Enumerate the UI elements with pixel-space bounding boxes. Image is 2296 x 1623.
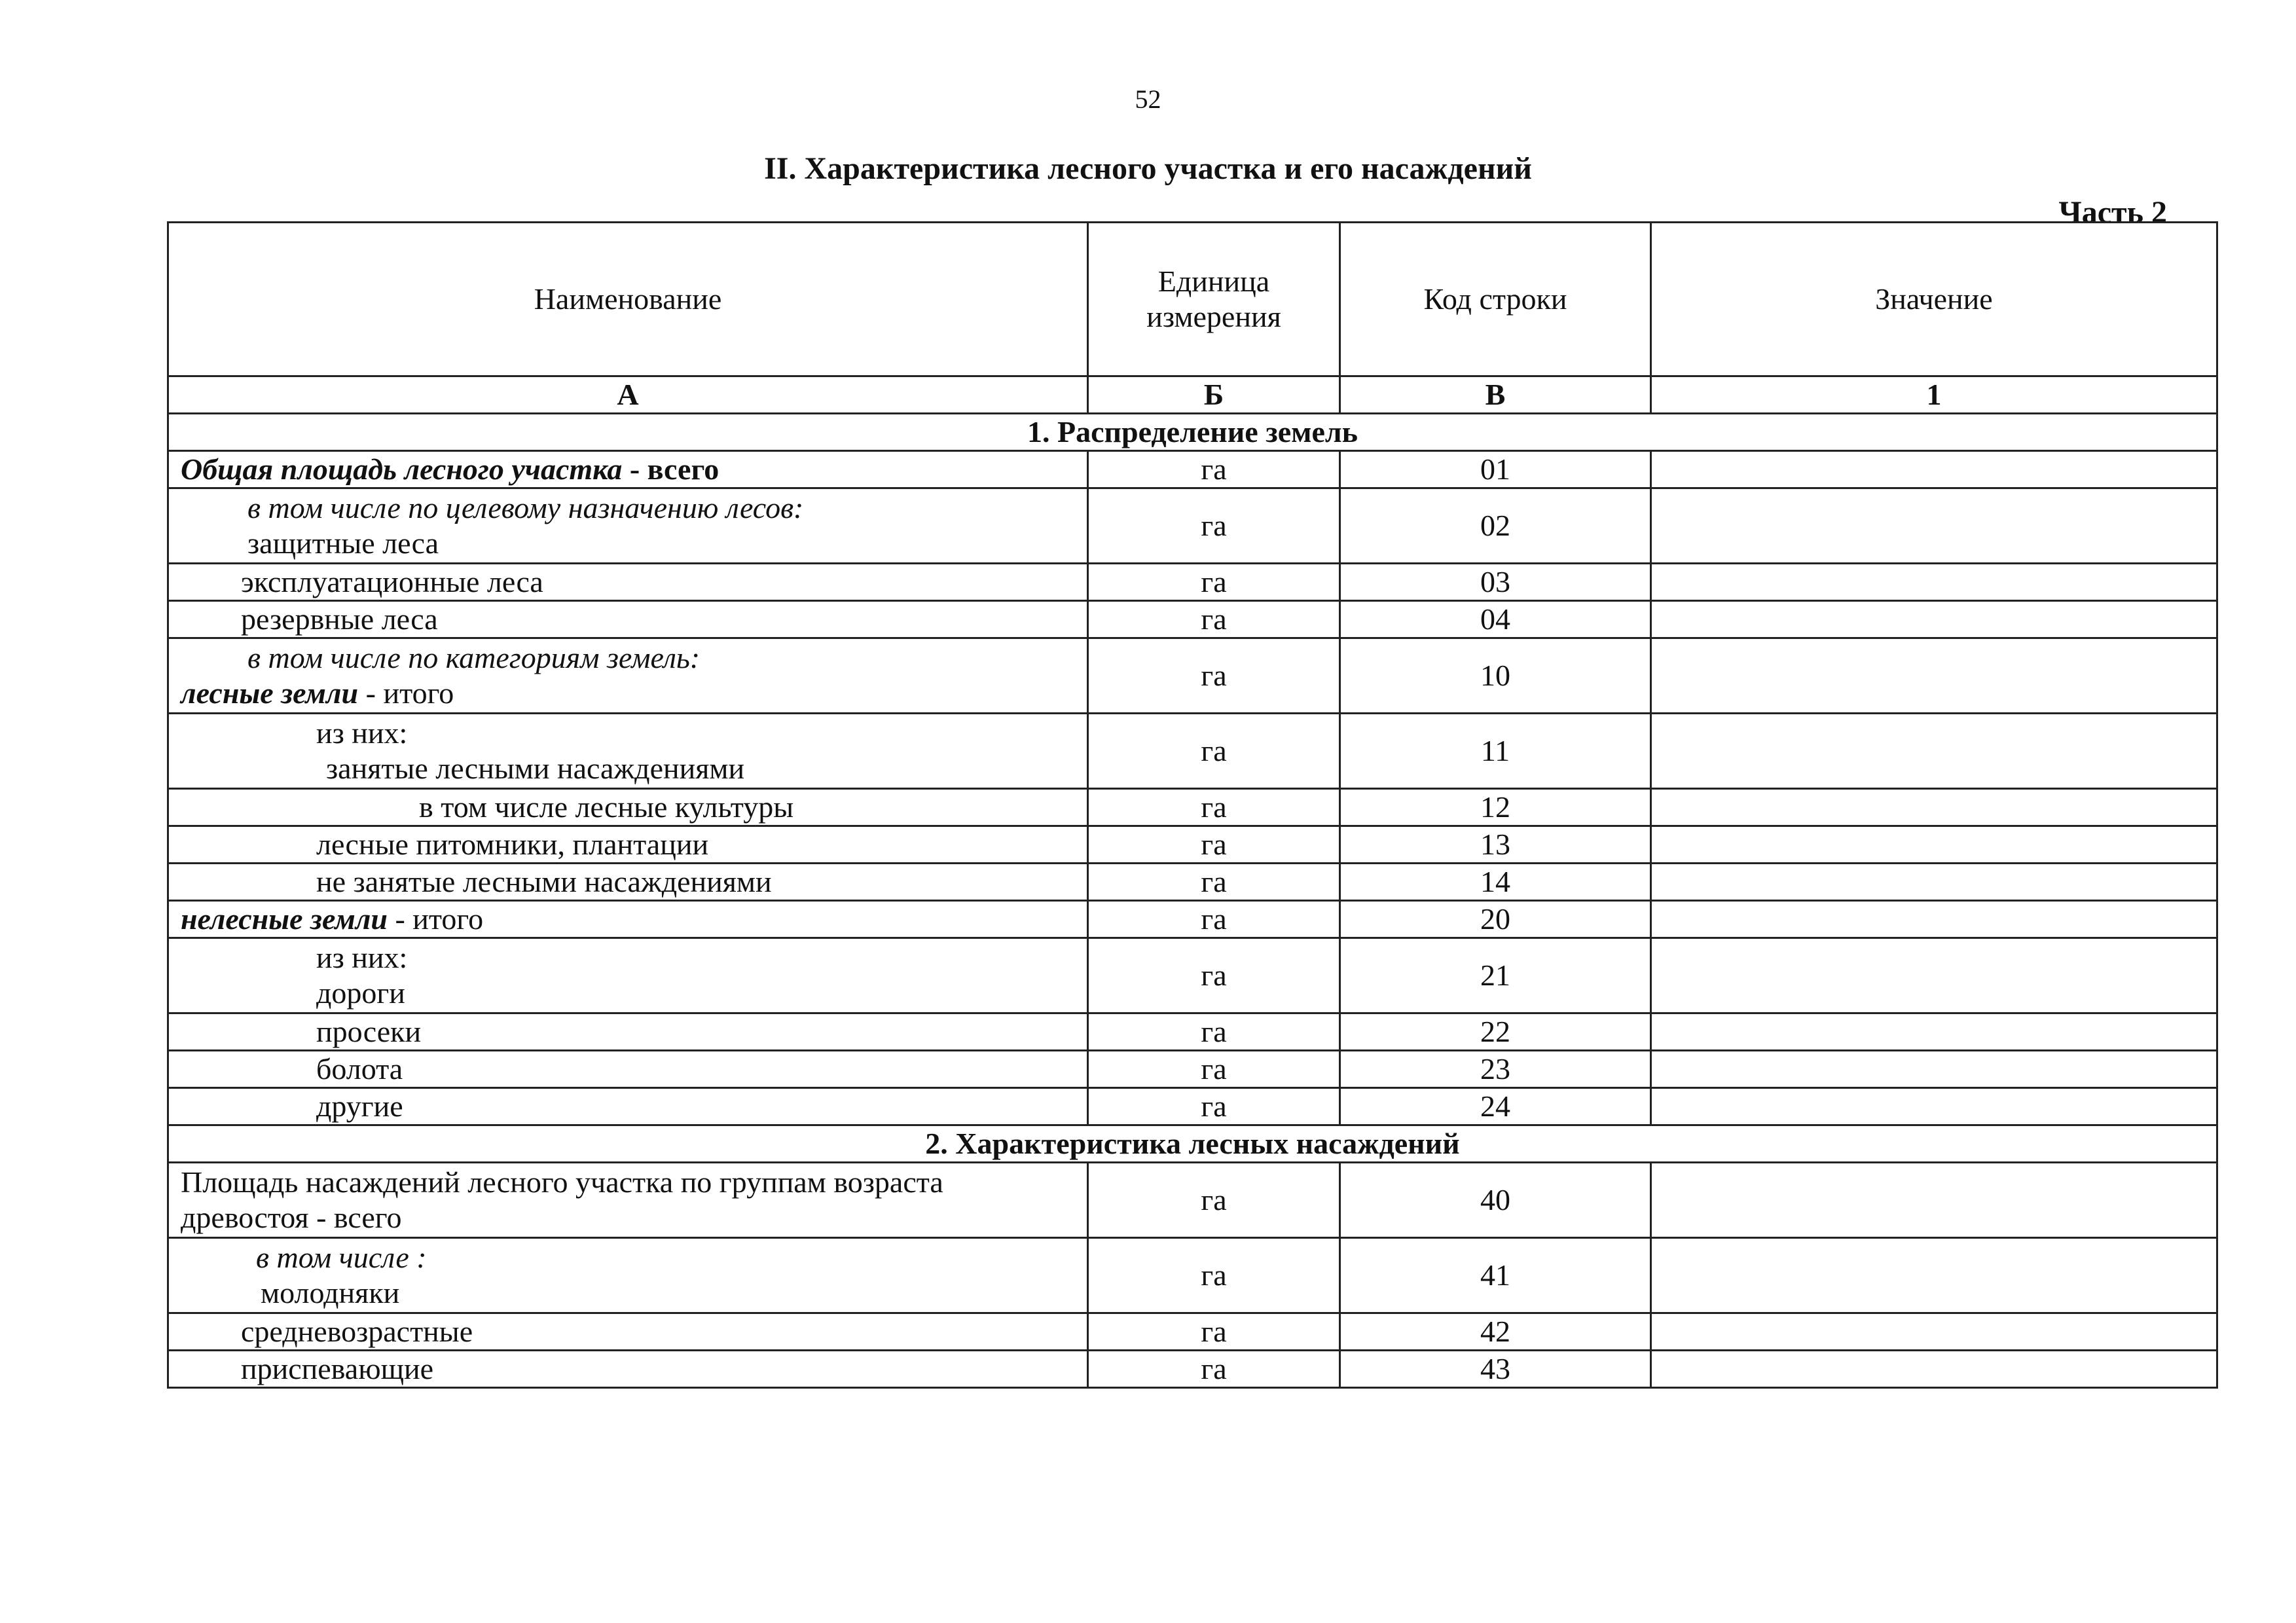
row-unit: га: [1088, 826, 1340, 864]
row-unit: га: [1088, 1163, 1340, 1238]
table-row: [168, 638, 2217, 714]
forest-characteristics-table: [167, 221, 2218, 1389]
row-unit: га: [1088, 1051, 1340, 1088]
row-unit: га: [1088, 564, 1340, 601]
column-letters-row: [168, 376, 2217, 414]
row-name: эксплуатационные леса: [168, 564, 1088, 601]
row-unit: га: [1088, 938, 1340, 1013]
row-unit: га: [1088, 488, 1340, 564]
letter-c: В: [1340, 376, 1651, 414]
table-row: [168, 826, 2217, 864]
row-value-cell[interactable]: [1651, 601, 2217, 638]
row-name: лесные питомники, плантации: [168, 826, 1088, 864]
row-code: 03: [1340, 564, 1651, 601]
table-row: [168, 1013, 2217, 1051]
letter-b: Б: [1088, 376, 1340, 414]
part-label: Часть 2: [2058, 195, 2167, 230]
row-code: 24: [1340, 1088, 1651, 1125]
row-code: 23: [1340, 1051, 1651, 1088]
row-name: Общая площадь лесного участка - всего: [168, 451, 1088, 488]
row-value-cell[interactable]: [1651, 826, 2217, 864]
row-unit: га: [1088, 714, 1340, 789]
row-value-cell[interactable]: [1651, 789, 2217, 826]
section-row: [168, 1125, 2217, 1163]
header-unit-line-2: измерения: [1146, 300, 1281, 333]
row-code: 41: [1340, 1238, 1651, 1313]
row-name: резервные леса: [168, 601, 1088, 638]
row-code: 01: [1340, 451, 1651, 488]
row-name: в том числе : молодняки: [168, 1238, 1088, 1313]
row-unit: га: [1088, 1088, 1340, 1125]
table-row: [168, 1051, 2217, 1088]
row-value-cell[interactable]: [1651, 638, 2217, 714]
table-row: [168, 714, 2217, 789]
row-code: 20: [1340, 901, 1651, 938]
table-row: [168, 1351, 2217, 1388]
row-unit: га: [1088, 789, 1340, 826]
table-row: [168, 1238, 2217, 1313]
section-title-2: 2. Характеристика лесных насаждений: [168, 1125, 2217, 1163]
row-name: нелесные земли - итого: [168, 901, 1088, 938]
section-title-1: 1. Распределение земель: [168, 414, 2217, 451]
row-code: 22: [1340, 1013, 1651, 1051]
page-number: 52: [1135, 84, 1161, 114]
table-row: [168, 901, 2217, 938]
row-value-cell[interactable]: [1651, 714, 2217, 789]
row-code: 04: [1340, 601, 1651, 638]
table-row: [168, 1163, 2217, 1238]
row-code: 02: [1340, 488, 1651, 564]
row-value-cell[interactable]: [1651, 1238, 2217, 1313]
row-unit: га: [1088, 901, 1340, 938]
row-name: в том числе лесные культуры: [168, 789, 1088, 826]
row-name: в том числе по целевому назначению лесов: защитные леса: [168, 488, 1088, 564]
row-value-cell[interactable]: [1651, 1013, 2217, 1051]
row-code: 12: [1340, 789, 1651, 826]
row-name: не занятые лесными насаждениями: [168, 864, 1088, 901]
row-name: средневозрастные: [168, 1313, 1088, 1351]
letter-1: 1: [1651, 376, 2217, 414]
row-name: болота: [168, 1051, 1088, 1088]
row-name: другие: [168, 1088, 1088, 1125]
letter-a: А: [168, 376, 1088, 414]
row-unit: га: [1088, 1313, 1340, 1351]
row-code: 10: [1340, 638, 1651, 714]
table-row: [168, 864, 2217, 901]
row-unit: га: [1088, 1238, 1340, 1313]
table-row: [168, 601, 2217, 638]
row-unit: га: [1088, 638, 1340, 714]
row-unit: га: [1088, 864, 1340, 901]
row-name: приспевающие: [168, 1351, 1088, 1388]
row-code: 42: [1340, 1313, 1651, 1351]
row-unit: га: [1088, 601, 1340, 638]
row-value-cell[interactable]: [1651, 488, 2217, 564]
table-row: [168, 451, 2217, 488]
page-title: II. Характеристика лесного участка и его насаждений: [764, 151, 1532, 186]
row-unit: га: [1088, 451, 1340, 488]
table-row: [168, 938, 2217, 1013]
row-code: 11: [1340, 714, 1651, 789]
table-row: [168, 564, 2217, 601]
row-code: 13: [1340, 826, 1651, 864]
header-unit-line-1: Единица: [1157, 264, 1270, 298]
header-value: Значение: [1651, 223, 2217, 376]
row-code: 21: [1340, 938, 1651, 1013]
section-row: [168, 414, 2217, 451]
row-name: в том числе по категориям земель: лесные земли - итого: [168, 638, 1088, 714]
table-row: [168, 789, 2217, 826]
row-value-cell[interactable]: [1651, 1351, 2217, 1388]
row-value-cell[interactable]: [1651, 451, 2217, 488]
header-unit: [1088, 223, 1340, 376]
row-value-cell[interactable]: [1651, 1051, 2217, 1088]
header-code: Код строки: [1340, 223, 1651, 376]
row-name: Площадь насаждений лесного участка по группам возраста древостоя - всего: [168, 1163, 1088, 1238]
row-code: 14: [1340, 864, 1651, 901]
table-row: [168, 488, 2217, 564]
row-name: просеки: [168, 1013, 1088, 1051]
row-code: 40: [1340, 1163, 1651, 1238]
row-code: 43: [1340, 1351, 1651, 1388]
row-value-cell[interactable]: [1651, 864, 2217, 901]
row-value-cell[interactable]: [1651, 1163, 2217, 1238]
row-name: из них: дороги: [168, 938, 1088, 1013]
row-value-cell[interactable]: [1651, 938, 2217, 1013]
table-row: [168, 1088, 2217, 1125]
table-row: [168, 1313, 2217, 1351]
row-unit: га: [1088, 1351, 1340, 1388]
row-value-cell[interactable]: [1651, 901, 2217, 938]
row-value-cell[interactable]: [1651, 1313, 2217, 1351]
row-name: из них: занятые лесными насаждениями: [168, 714, 1088, 789]
table-header-row: [168, 223, 2217, 376]
row-value-cell[interactable]: [1651, 564, 2217, 601]
row-value-cell[interactable]: [1651, 1088, 2217, 1125]
row-unit: га: [1088, 1013, 1340, 1051]
header-name: Наименование: [168, 223, 1088, 376]
